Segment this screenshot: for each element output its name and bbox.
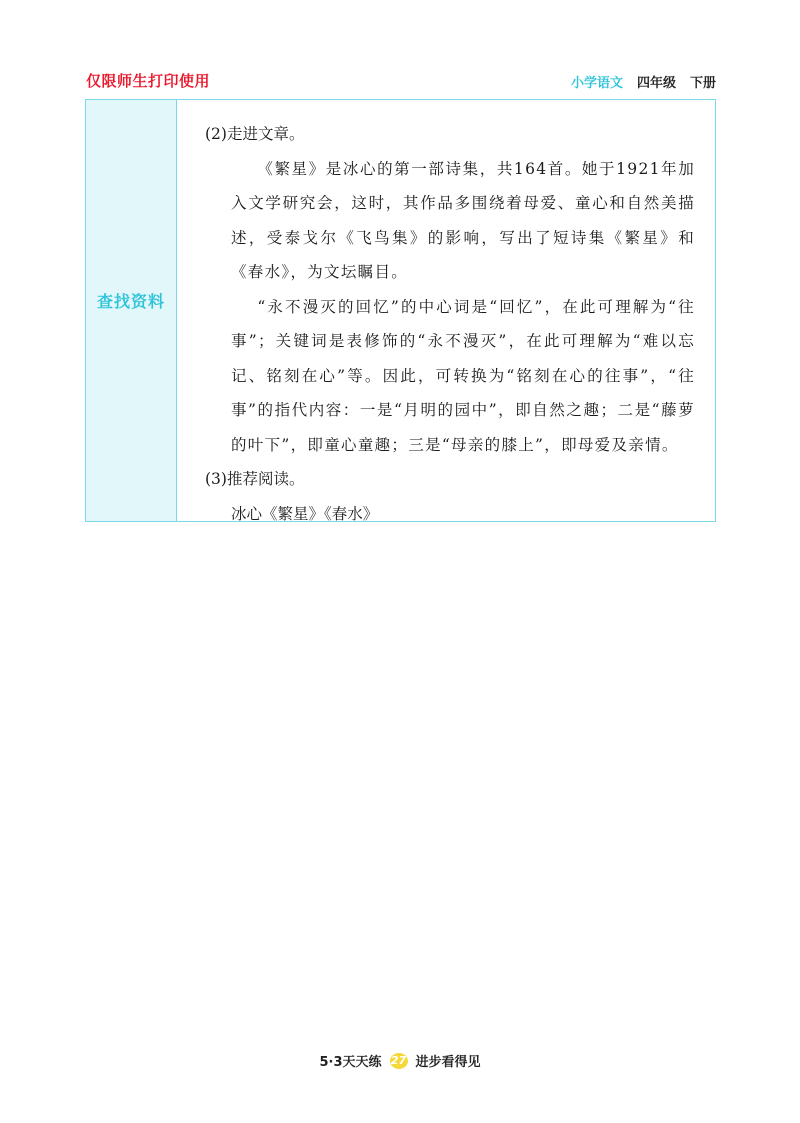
subject-label: 小学语文 [570,76,623,91]
research-section [85,99,716,522]
paragraph-about-fanxing: 《繁星》是冰心的第一部诗集，共164首。她于1921年加入文学研究会，这时，其作品多围绕着母爱、童心和自然美描述，受泰戈尔《飞鸟集》的影响，写出了短诗集《繁星》和《春水》，为文坛瞩目。 [231,159,695,281]
footer-slogan: 进步看得见 [415,1055,481,1070]
paragraph-analysis: “永不漫灭的回忆”的中心词是“回忆”，在此可理解为“往事”；关键词是表修饰的“永不漫灭”，在此可理解为“难以忘记、铭刻在心”等。因此，可转换为“铭刻在心的往事”，“往事”的指代内容：一是“月明的园中”，即自然之趣；二是“藤萝的叶下”，即童心童趣；三是“母亲的膝上”，即母爱及亲情。 [231,297,695,454]
volume-label: 下册 [689,76,716,91]
heading-enter-article: (2)走进文章。 [205,125,305,143]
grade-label: 四年级 [636,76,676,91]
book-info [571,72,716,91]
heading-recommended-reading: (3)推荐阅读。 [205,470,305,488]
section-content [177,100,715,521]
print-notice: 仅限师生打印使用 [86,72,211,90]
footer-series: 5·3天天练 [319,1055,382,1070]
recommended-books: 冰心《繁星》《春水》 [231,504,379,523]
page-footer [0,1051,800,1070]
section-sidebar [86,100,177,521]
section-label: 查找资料 [96,292,165,311]
page-number: 27 [390,1054,407,1067]
